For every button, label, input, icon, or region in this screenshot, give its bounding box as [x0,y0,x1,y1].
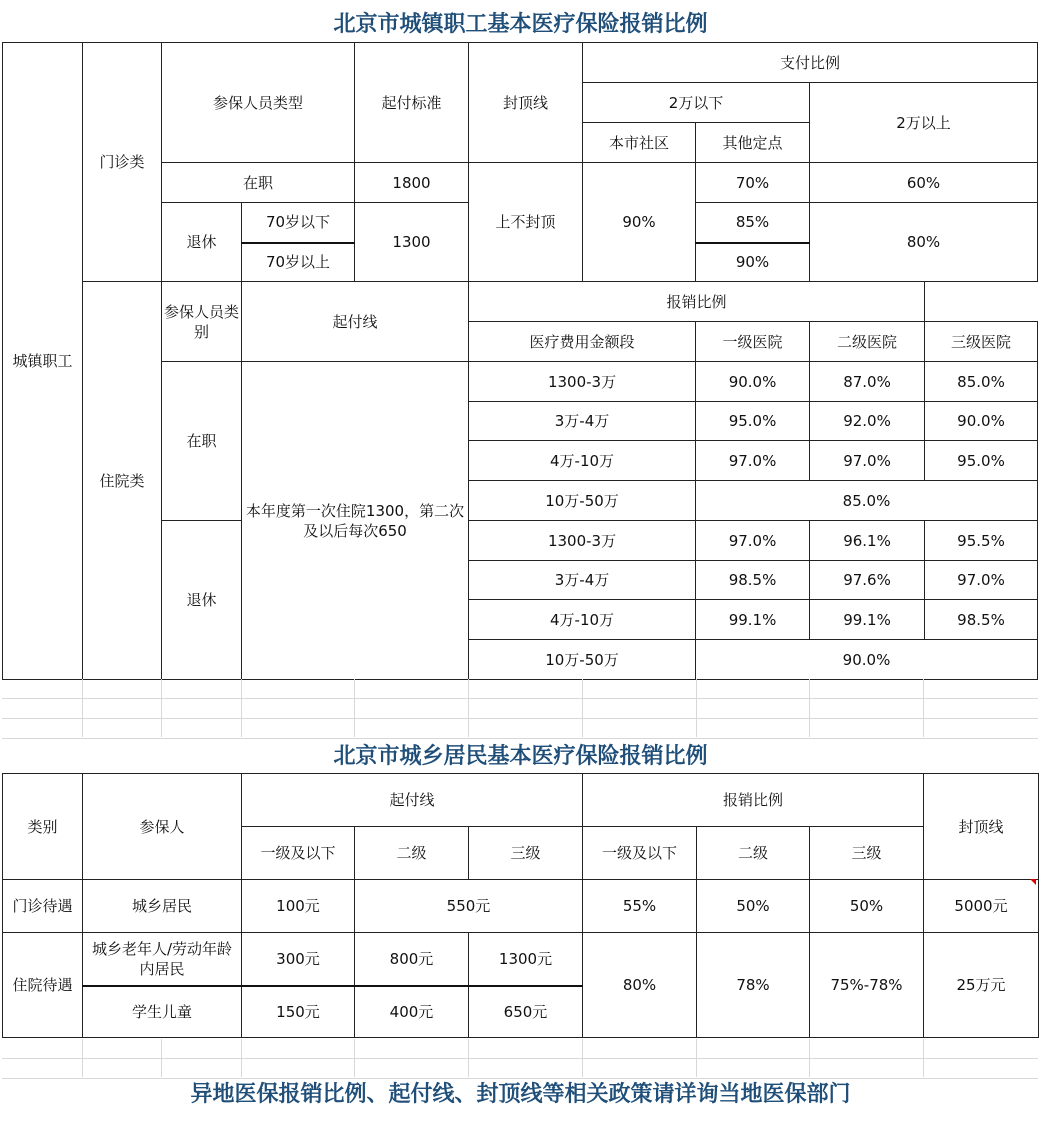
spreadsheet-gridlines-bottom [2,1038,1038,1078]
ratio-cell: 87.0% [810,362,925,402]
inpatient-ratio-level1: 80% [583,933,697,1038]
student-start-level3: 650元 [469,986,583,1038]
ratio-cell: 90.0% [696,362,810,402]
inpatient-label: 住院类 [83,282,162,680]
header-reimburse-ratio: 报销比例 [583,774,924,827]
title-employee-insurance: 北京市城镇职工基本医疗保险报销比例 [333,11,708,37]
ratio-cell: 96.1% [810,521,925,561]
header-other-designated: 其他定点 [696,123,810,163]
outpatient-cap: 5000元 [924,880,1039,933]
retired-label: 退休 [162,203,242,282]
student-insured: 学生儿童 [83,986,242,1038]
ratio-cell: 97.0% [925,561,1038,600]
header-community: 本市社区 [583,123,696,163]
header-insured-category: 参保人员类别 [162,282,242,362]
inpatient-cap: 25万元 [924,933,1039,1038]
header-start-level2: 二级 [355,827,469,880]
ratio-cell: 97.0% [696,521,810,561]
outpatient-ratio-level2: 50% [697,880,810,933]
under-70-other-ratio: 85% [696,203,810,243]
ratio-cell: 90.0% [696,640,1038,680]
cost-band: 3万-4万 [469,402,696,441]
cost-band: 10万-50万 [469,640,696,680]
ratio-cell: 99.1% [696,600,810,640]
cap-value: 上不封顶 [469,163,583,282]
header-cap: 封顶线 [924,774,1039,880]
header-cost-band: 医疗费用金额段 [469,322,696,362]
header-below-20k: 2万以下 [583,83,810,123]
elder-insured: 城乡老年人/劳动年龄内居民 [83,933,242,986]
over-70-other-ratio: 90% [696,243,810,282]
inpatient-retired-label: 退休 [162,521,242,680]
header-start-level3: 三级 [469,827,583,880]
cost-band: 4万-10万 [469,600,696,640]
header-ratio-level2: 二级 [697,827,810,880]
student-start-level2: 400元 [355,986,469,1038]
inpatient-ratio-level2: 78% [697,933,810,1038]
header-start-level1: 一级及以下 [242,827,355,880]
inpatient-start-text: 本年度第一次住院1300，第二次及以后每次650 [242,362,469,680]
cost-band: 1300-3万 [469,362,696,402]
ratio-cell: 85.0% [925,362,1038,402]
header-ratio-level1: 一级及以下 [583,827,697,880]
inpatient-benefit-label: 住院待遇 [3,933,83,1038]
ratio-cell: 98.5% [925,600,1038,640]
employed-other-ratio: 70% [696,163,810,203]
ratio-cell: 99.1% [810,600,925,640]
outpatient-start-level23: 550元 [355,880,583,933]
header-above-20k: 2万以上 [810,83,1038,163]
employed-start: 1800 [355,163,469,203]
outpatient-ratio-level3: 50% [810,880,924,933]
ratio-cell: 92.0% [810,402,925,441]
header-start-line: 起付线 [242,774,583,827]
ratio-cell: 97.0% [696,441,810,481]
header-cap: 封顶线 [469,43,583,163]
header-reimburse-ratio: 报销比例 [469,282,925,322]
header-ratio-level3: 三级 [810,827,924,880]
under-70-label: 70岁以下 [242,203,355,243]
elder-start-level1: 300元 [242,933,355,986]
employed-label: 在职 [162,163,355,203]
header-pay-ratio: 支付比例 [583,43,1038,83]
ratio-cell: 98.5% [696,561,810,600]
outpatient-start-level1: 100元 [242,880,355,933]
outpatient-label: 门诊类 [83,43,162,282]
ratio-cell: 95.0% [696,402,810,441]
header-level3-hospital: 三级医院 [925,322,1038,362]
header-start-line: 起付线 [242,282,469,362]
cost-band: 1300-3万 [469,521,696,561]
inpatient-employed-label: 在职 [162,362,242,521]
ratio-cell: 97.6% [810,561,925,600]
resident-insurance-table [2,773,1039,1038]
header-start-standard: 起付标准 [355,43,469,163]
ratio-cell: 90.0% [925,402,1038,441]
header-level2-hospital: 二级医院 [810,322,925,362]
elder-start-level3: 1300元 [469,933,583,986]
ratio-cell: 95.5% [925,521,1038,561]
over-70-label: 70岁以上 [242,243,355,282]
ratio-cell: 85.0% [696,481,1038,521]
cost-band: 4万-10万 [469,441,696,481]
employee-insurance-table [2,42,1038,680]
outpatient-benefit-label: 门诊待遇 [3,880,83,933]
outpatient-ratio-level1: 55% [583,880,697,933]
retired-start: 1300 [355,203,469,282]
retired-above-ratio: 80% [810,203,1038,282]
spreadsheet-gridlines [2,678,1038,738]
header-insured-type: 参保人员类型 [162,43,355,163]
elder-start-level2: 800元 [355,933,469,986]
header-category: 类别 [3,774,83,880]
category-employee: 城镇职工 [3,43,83,680]
cost-band: 3万-4万 [469,561,696,600]
outpatient-insured: 城乡居民 [83,880,242,933]
header-level1-hospital: 一级医院 [696,322,810,362]
header-insured: 参保人 [83,774,242,880]
cost-band: 10万-50万 [469,481,696,521]
footer-note: 异地医保报销比例、起付线、封顶线等相关政策请详询当地医保部门 [190,1081,851,1107]
ratio-cell: 97.0% [810,441,925,481]
comment-marker-icon [1030,879,1036,885]
title-resident-insurance: 北京市城乡居民基本医疗保险报销比例 [333,743,708,769]
employed-above-ratio: 60% [810,163,1038,203]
student-start-level1: 150元 [242,986,355,1038]
inpatient-ratio-level3: 75%-78% [810,933,924,1038]
ratio-cell: 95.0% [925,441,1038,481]
community-ratio: 90% [583,163,696,282]
